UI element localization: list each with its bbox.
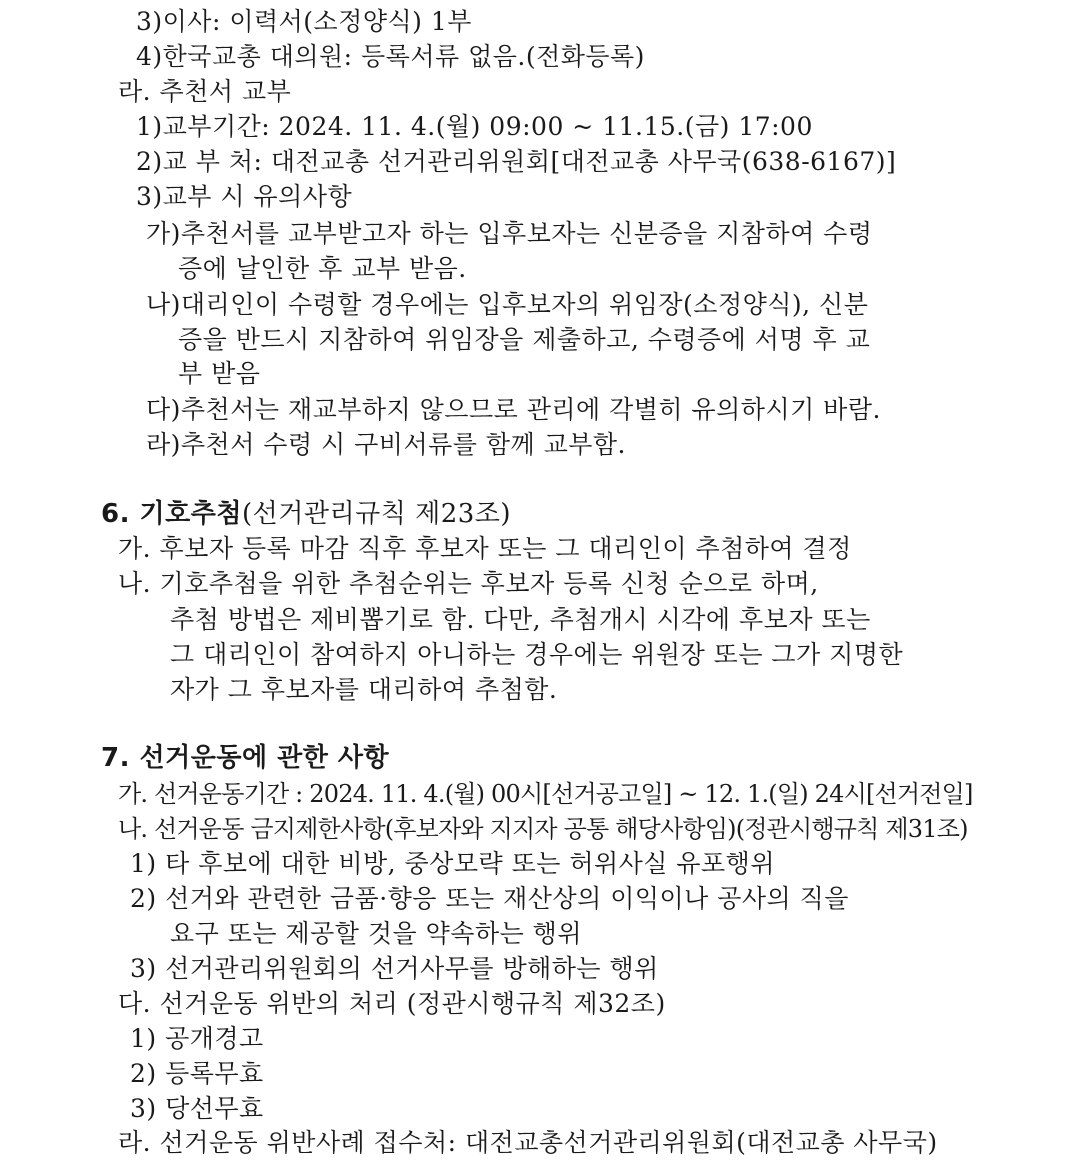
list-item-continued: 추첨 방법은 제비뽑기로 함. 다만, 추첨개시 시각에 후보자 또는 — [170, 605, 871, 634]
list-item: 라)추천서 수령 시 구비서류를 함께 교부함. — [146, 430, 626, 459]
list-item-continued: 부 받음 — [178, 359, 261, 388]
list-item: 나. 기호추첨을 위한 추첨순위는 후보자 등록 신청 순으로 하며, — [118, 569, 819, 598]
list-item: 3) 선거관리위원회의 선거사무를 방해하는 행위 — [130, 954, 659, 983]
list-item: 나)대리인이 수령할 경우에는 입후보자의 위임장(소정양식), 신분 — [146, 290, 869, 319]
list-item-continued: 자가 그 후보자를 대리하여 추첨함. — [170, 675, 558, 704]
list-item: 1) 공개경고 — [130, 1024, 264, 1053]
list-item: 2) 등록무효 — [130, 1059, 264, 1088]
list-item: 나. 선거운동 금지제한사항(후보자와 지지자 공통 해당사항임)(정관시행규칙 제31조) — [118, 815, 968, 843]
subsection-title: 라. 추천서 교부 — [118, 77, 292, 106]
list-item: 4)한국교총 대의원: 등록서류 없음.(전화등록) — [136, 42, 645, 71]
list-item-continued: 증을 반드시 지참하여 위임장을 제출하고, 수령증에 서명 후 교 — [178, 325, 871, 354]
list-item: 가. 선거운동기간 : 2024. 11. 4.(월) 00시[선거공고일] ~ 12. 1.(일) 24시[선거전일] — [118, 780, 973, 808]
list-item-continued: 증에 날인한 후 교부 받음. — [178, 254, 467, 283]
list-item: 1) 타 후보에 대한 비방, 중상모략 또는 허위사실 유포행위 — [130, 849, 775, 878]
section-heading — [101, 498, 511, 530]
list-item: 1)교부기간: 2024. 11. 4.(월) 09:00 ~ 11.15.(금) 17:00 — [136, 112, 813, 141]
list-item: 2)교 부 처: 대전교총 선거관리위원회[대전교총 사무국(638-6167)] — [136, 147, 897, 176]
list-item-continued: 요구 또는 제공할 것을 약속하는 행위 — [170, 919, 582, 948]
section-heading-main: 6. 기호추첨 — [101, 499, 242, 529]
list-item: 2) 선거와 관련한 금품·향응 또는 재산상의 이익이나 공사의 직을 — [130, 884, 849, 913]
list-item-continued: 그 대리인이 참여하지 아니하는 경우에는 위원장 또는 그가 지명한 — [170, 640, 904, 669]
list-item: 3)교부 시 유의사항 — [136, 182, 353, 211]
list-item: 가)추천서를 교부받고자 하는 입후보자는 신분증을 지참하여 수령 — [146, 219, 873, 248]
list-item: 3) 당선무효 — [130, 1094, 264, 1123]
section-heading-note: (선거관리규칙 제23조) — [241, 499, 512, 529]
list-item: 다. 선거운동 위반의 처리 (정관시행규칙 제32조) — [118, 989, 666, 1018]
list-item: 라. 선거운동 위반사례 접수처: 대전교총선거관리위원회(대전교총 사무국) — [118, 1128, 938, 1157]
list-item: 다)추천서는 재교부하지 않으므로 관리에 각별히 유의하시기 바람. — [146, 395, 881, 424]
list-item: 3)이사: 이력서(소정양식) 1부 — [136, 7, 472, 36]
list-item: 가. 후보자 등록 마감 직후 후보자 또는 그 대리인이 추첨하여 결정 — [118, 534, 852, 563]
section-heading: 7. 선거운동에 관한 사항 — [101, 743, 390, 773]
